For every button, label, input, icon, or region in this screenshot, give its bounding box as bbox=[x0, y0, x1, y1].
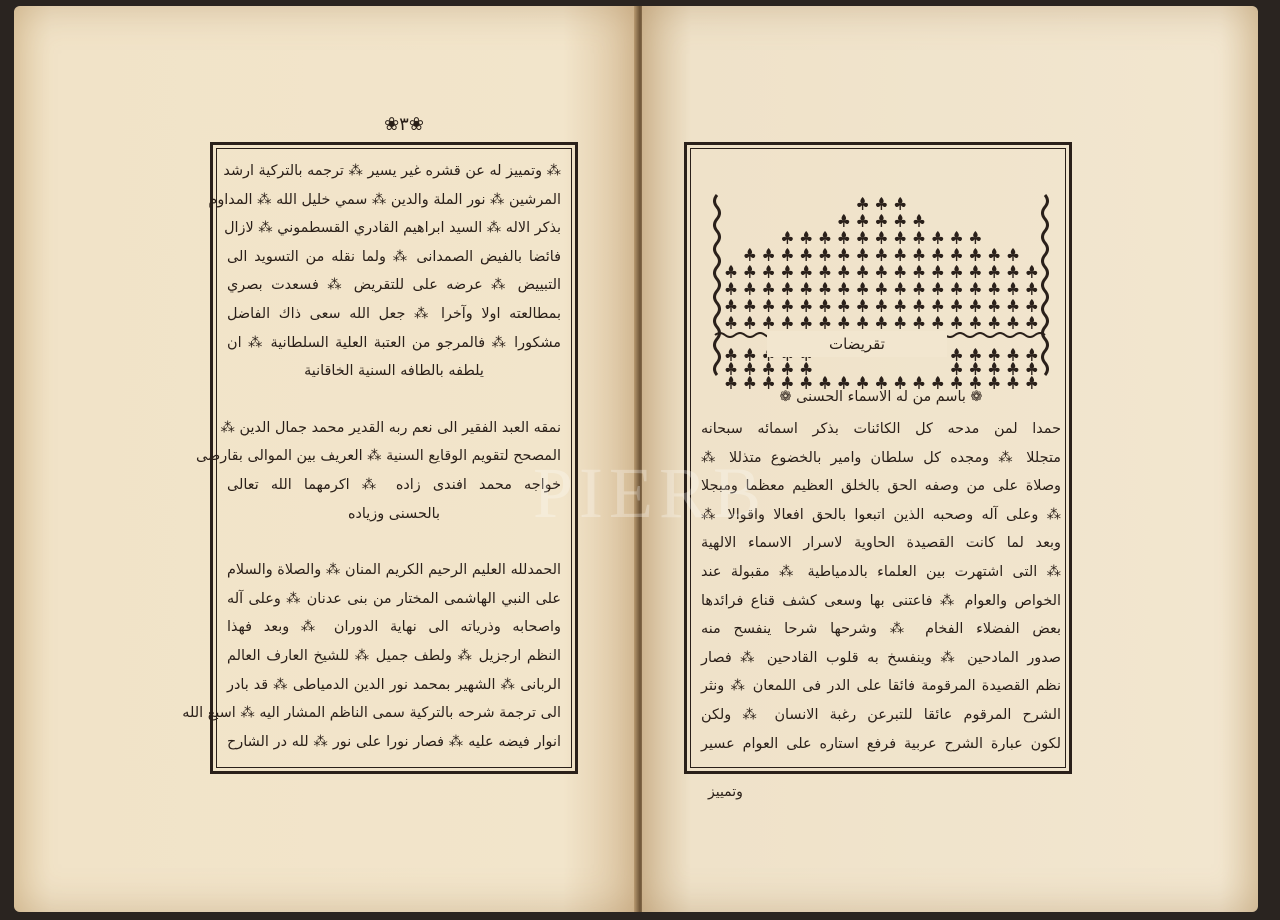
watermark: PIERB bbox=[532, 453, 768, 533]
left-page bbox=[14, 6, 638, 912]
right-text-block bbox=[684, 142, 1072, 774]
text-line: النظم ارجزيل ⁂ ولطف جميل ⁂ للشيخ العارف العالم bbox=[227, 647, 561, 664]
text-line: بمطالعته اولا وآخرا ⁂ جعل الله سعى ذاك الفاضل bbox=[227, 305, 561, 322]
text-line: الى ترجمة شرحه بالتركية سمى الناظم المشار اليه ⁂ اسبغ الله bbox=[182, 705, 561, 722]
text-line: متجللا ⁂ ومجده كل سلطان وامير بالخضوع متذللا ⁂ bbox=[701, 449, 1061, 466]
right-body-text bbox=[701, 415, 1061, 758]
text-line: ⁂ وتمييز له عن قشره غير يسير ⁂ ترجمه بالتركية ارشد bbox=[223, 163, 561, 179]
text-line: وصلاة على من وصفه الحق بالخلق العظيم معظما ومبجلا bbox=[701, 478, 1061, 495]
text-line: حمدا لمن مدحه كل الكائنات بذكر اسمائه سبحانه bbox=[701, 421, 1061, 437]
text-line: لكون عبارة الشرح عربية فرفع استاره على العوام عسير bbox=[701, 735, 1061, 752]
text-line: نمقه العبد الفقير الى نعم ربه القدير محمد جمال الدين ⁂ bbox=[220, 419, 561, 436]
text-line: خواجه محمد افندى زاده ⁂ اكرمهما الله تعالى bbox=[227, 476, 561, 493]
text-line: وبعد لما كانت القصيدة الحاوية لاسرار الاسماء الالهية bbox=[701, 535, 1061, 552]
text-line: الخواص والعوام ⁂ فاعتنى بها وسعى كشف قناع فرائدها bbox=[701, 592, 1061, 609]
right-page bbox=[642, 6, 1258, 912]
text-line: نظم القصيدة المرقومة فائقا على الدر فى اللمعان ⁂ ونثر bbox=[701, 678, 1061, 695]
page-number: ❀٣❀ bbox=[384, 114, 424, 135]
text-line: بذكر الاله ⁂ السيد ابراهيم القادري القسطموني ⁂ لازال bbox=[224, 220, 561, 237]
text-line: فائضا بالفيض الصمدانى ⁂ ولما نقله من التسويد الى bbox=[227, 248, 561, 265]
text-line: ⁂ وعلى آله وصحبه الذين اتبعوا بالحق افعالا واقوالا ⁂ bbox=[701, 506, 1061, 523]
floral-headpiece-ornament bbox=[711, 185, 1051, 393]
text-line: المرشين ⁂ نور الملة والدين ⁂ سمي خليل الله ⁂ المداوم bbox=[208, 191, 561, 208]
paragraph-gap bbox=[227, 386, 561, 414]
text-line: بالحسنى وزياده bbox=[347, 505, 441, 522]
text-line: الحمدلله العليم الرحيم الكريم المنان ⁂ والصلاة والسلام bbox=[227, 562, 561, 579]
text-line: على النبي الهاشمى المختار من بنى عدنان ⁂ وعلى آله bbox=[227, 590, 561, 607]
invocation-heading: ❁ باسم من له الاسماء الحسنى ❁ bbox=[779, 389, 983, 405]
text-line: واصحابه وذرياته الى نهاية الدوران ⁂ وبعد فهذا bbox=[227, 619, 561, 636]
text-line: التبييض ⁂ عرضه على للتقريض ⁂ فسعدت بصري bbox=[227, 277, 561, 294]
left-text-block bbox=[182, 142, 578, 774]
catchword: وتمييز bbox=[708, 784, 743, 800]
text-line: الربانى ⁂ الشهير بمحمد نور الدين الدمياطى ⁂ قد بادر bbox=[227, 676, 561, 693]
paragraph-gap bbox=[227, 528, 561, 556]
text-line: بعض الفضلاء الفخام ⁂ وشرحها شرحا ينفسح منه bbox=[701, 621, 1061, 638]
text-line: انوار فيضه عليه ⁂ فصار نورا على نور ⁂ لله در الشارح bbox=[227, 733, 561, 750]
text-line: ⁂ التى اشتهرت بين العلماء بالدمياطية ⁂ مقبولة عند bbox=[701, 563, 1061, 580]
text-line: المصحح لتقويم الوقايع السنية ⁂ العريف بين الموالى بقارصى bbox=[196, 448, 561, 465]
text-line: الشرح المرقوم عائقا للتبرعن رغبة الانسان ⁂ ولكن bbox=[701, 706, 1061, 723]
text-line: مشكورا ⁂ فالمرجو من العتبة العلية السلطانية ⁂ ان bbox=[227, 334, 561, 351]
ornament-title: تقريضات bbox=[767, 331, 947, 357]
text-line: صدور المادحين ⁂ وينفسخ به قلوب القادحين ⁂ فصار bbox=[701, 649, 1061, 666]
text-line: يلطفه بالطافه السنية الخاقانية bbox=[304, 363, 484, 380]
